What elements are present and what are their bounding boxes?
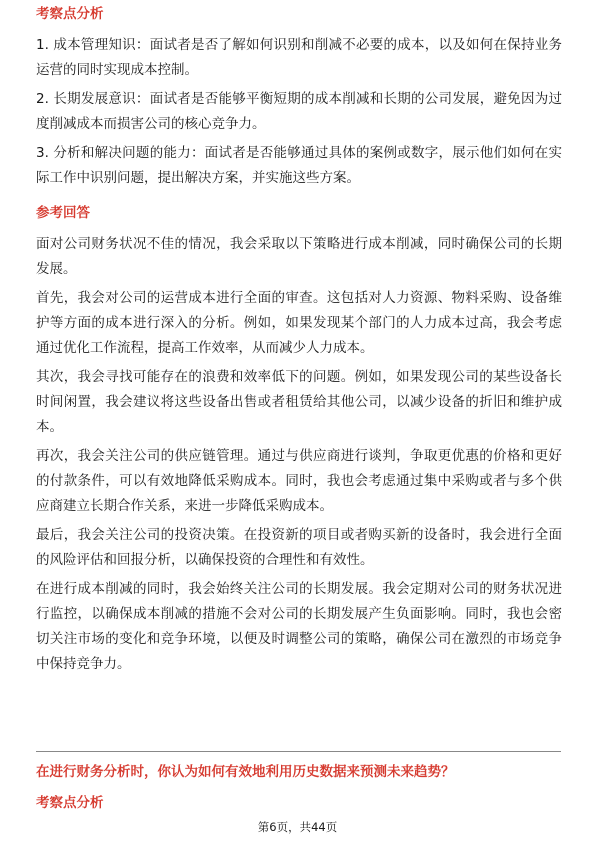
answer-paragraph: 再次，我会关注公司的供应链管理。通过与供应商进行谈判，争取更优惠的价格和更好的付款条件，可以有效地降低采购成本。同时，我也会考虑通过集中采购或者与多个供应商建立长期合作关系，来进一步降低采购成本。 xyxy=(36,448,562,514)
answer-heading: 参考回答 xyxy=(36,205,90,221)
answer-paragraph: 面对公司财务状况不佳的情况，我会采取以下策略进行成本削减，同时确保公司的长期发展。 xyxy=(36,236,562,277)
page-number: 第6页，共44页 xyxy=(257,820,338,834)
answer-paragraph: 在进行成本削减的同时，我会始终关注公司的长期发展。我会定期对公司的财务状况进行监控，以确保成本削减的措施不会对公司的长期发展产生负面影响。同时，我也会密切关注市场的变化和竞争环境，以便及时调整公司的策略，确保公司在激烈的市场竞争中保持竞争力。 xyxy=(36,581,562,672)
answer-paragraph: 首先，我会对公司的运营成本进行全面的审查。这包括对人力资源、物料采购、设备维护等方面的成本进行深入的分析。例如，如果发现某个部门的人力成本过高，我会考虑通过优化工作流程，提高工作效率，从而减少人力成本。 xyxy=(36,290,562,356)
answer-paragraph: 其次，我会寻找可能存在的浪费和效率低下的问题。例如，如果发现公司的某些设备长时间闲置，我会建议将这些设备出售或者租赁给其他公司，以减少设备的折旧和维护成本。 xyxy=(36,369,562,435)
next-analysis-heading: 考察点分析 xyxy=(36,795,104,811)
next-question-heading: 在进行财务分析时，你认为如何有效地利用历史数据来预测未来趋势？ xyxy=(36,764,455,780)
section-divider xyxy=(36,751,561,752)
content-column xyxy=(36,4,562,681)
analysis-item-3: 3. 分析和解决问题的能力：面试者是否能够通过具体的案例或数字，展示他们如何在实际工作中识别问题，提出解决方案，并实施这些方案。 xyxy=(36,145,562,186)
analysis-item-2: 2. 长期发展意识：面试者是否能够平衡短期的成本削减和长期的公司发展，避免因为过度削减成本而损害公司的核心竞争力。 xyxy=(36,91,562,132)
analysis-heading: 考察点分析 xyxy=(36,6,104,22)
analysis-item-1: 1. 成本管理知识：面试者是否了解如何识别和削减不必要的成本，以及如何在保持业务运营的同时实现成本控制。 xyxy=(36,37,562,78)
answer-paragraph: 最后，我会关注公司的投资决策。在投资新的项目或者购买新的设备时，我会进行全面的风险评估和回报分析，以确保投资的合理性和有效性。 xyxy=(36,527,562,568)
